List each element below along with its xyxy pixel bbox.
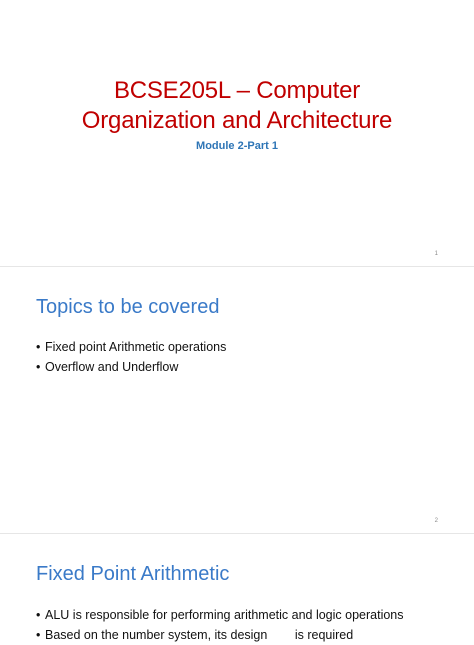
title-line-2: Organization and Architecture bbox=[81, 107, 393, 134]
slide-subtitle: Module 2-Part 1 bbox=[196, 140, 278, 152]
slide-1 bbox=[0, 0, 474, 266]
bullet-item bbox=[36, 625, 404, 645]
bullet-item: • Fixed point Arithmetic operations bbox=[36, 337, 226, 357]
bullet-list bbox=[36, 605, 404, 645]
slide-number: 1 bbox=[434, 251, 438, 257]
slide-2 bbox=[0, 267, 474, 533]
slide-heading: Topics to be covered bbox=[36, 296, 220, 318]
slide-title bbox=[0, 76, 474, 136]
bullet-item: • Overflow and Underflow bbox=[36, 357, 226, 377]
slide-3 bbox=[0, 534, 474, 642]
slide-heading: Fixed Point Arithmetic bbox=[36, 563, 230, 585]
bullet-item: • ALU is responsible for performing arithmetic and logic operations bbox=[36, 605, 404, 625]
slide-number: 2 bbox=[434, 518, 438, 524]
title-line-1: BCSE205L – Computer bbox=[113, 77, 361, 104]
bullet-text-continued: is required bbox=[294, 628, 354, 642]
bullet-list bbox=[36, 337, 226, 377]
bullet-text: Based on the number system, its design bbox=[45, 628, 268, 642]
